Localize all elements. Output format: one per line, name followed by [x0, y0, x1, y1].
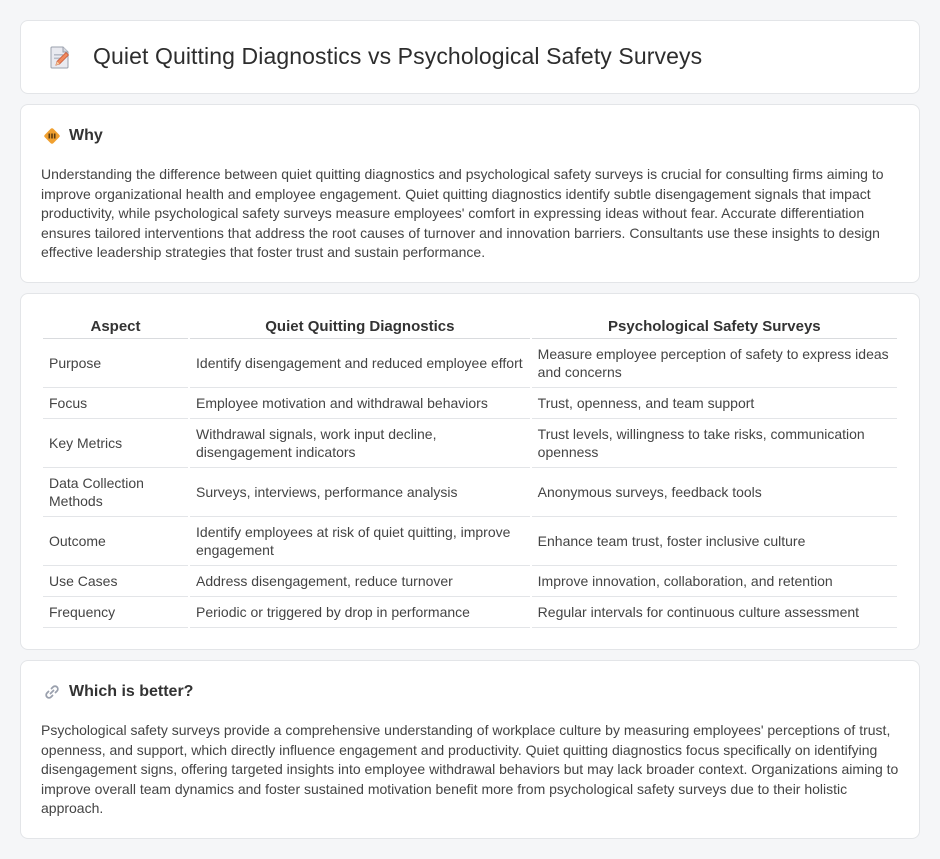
table-row: [43, 517, 897, 566]
table-row: [43, 419, 897, 468]
cell-quiet-quitting: Periodic or triggered by drop in performance: [190, 597, 530, 628]
page-title: Quiet Quitting Diagnostics vs Psychological Safety Surveys: [93, 43, 703, 69]
cell-quiet-quitting: Employee motivation and withdrawal behaviors: [190, 388, 530, 419]
title-card: [20, 20, 920, 94]
cell-psych-safety: Improve innovation, collaboration, and retention: [532, 566, 897, 597]
link-icon: [43, 683, 61, 701]
title-row: [47, 43, 702, 70]
comparison-table: [41, 316, 899, 628]
cell-psych-safety: Trust, openness, and team support: [532, 388, 897, 419]
which-is-better-section: [20, 660, 920, 839]
why-section: [20, 104, 920, 283]
cell-aspect: Use Cases: [43, 566, 188, 597]
cell-psych-safety: Enhance team trust, foster inclusive culture: [532, 517, 897, 566]
why-heading: Why: [69, 127, 103, 144]
comparison-section: [20, 293, 920, 650]
cell-quiet-quitting: Identify disengagement and reduced employee effort: [190, 339, 530, 388]
why-text: Understanding the difference between quiet quitting diagnostics and psychological safety surveys is crucial for consulting firms aiming to improve organizational health and employee engagement. Quiet quitting diagnostics identify subtle disengagement signals that impact productivity, while psychological safety surveys measure employees' comfort in expressing ideas without fear. Accurate differentiation ensures tailored interventions that address the root causes of turnover and innovation barriers. Consultants use these insights to design effective leadership strategies that foster trust and sustain performance.: [41, 166, 884, 261]
table-header-row: [43, 316, 897, 339]
table-row: [43, 566, 897, 597]
cell-aspect: Frequency: [43, 597, 188, 628]
cell-quiet-quitting: Surveys, interviews, performance analysis: [190, 468, 530, 517]
table-row: [43, 597, 897, 628]
table-row: [43, 388, 897, 419]
header-quiet-quitting: Quiet Quitting Diagnostics: [190, 316, 530, 339]
cell-aspect: Key Metrics: [43, 419, 188, 468]
better-text: Psychological safety surveys provide a comprehensive understanding of workplace culture by measuring employees' perceptions of trust, openness, and support, which directly influence engagement and productivity. Quiet quitting diagnostics focus specifically on identifying disengagement signs, offering targeted insights into employee withdrawal behaviors but may lack broader context. Organizations aiming to improve overall team dynamics and foster sustained motivation benefit more from psychological safety surveys due to their holistic approach.: [41, 722, 899, 817]
header-psych-safety: Psychological Safety Surveys: [532, 316, 897, 339]
better-heading: Which is better?: [69, 683, 194, 700]
why-header: [43, 127, 103, 145]
cell-psych-safety: Measure employee perception of safety to express ideas and concerns: [532, 339, 897, 388]
better-header: [43, 683, 193, 701]
cell-quiet-quitting: Address disengagement, reduce turnover: [190, 566, 530, 597]
cell-aspect: Focus: [43, 388, 188, 419]
cell-psych-safety: Anonymous surveys, feedback tools: [532, 468, 897, 517]
cell-psych-safety: Regular intervals for continuous culture assessment: [532, 597, 897, 628]
cell-aspect: Purpose: [43, 339, 188, 388]
header-aspect: Aspect: [43, 316, 188, 339]
table-row: [43, 339, 897, 388]
cell-quiet-quitting: Withdrawal signals, work input decline, disengagement indicators: [190, 419, 530, 468]
table-row: [43, 468, 897, 517]
cell-quiet-quitting: Identify employees at risk of quiet quitting, improve engagement: [190, 517, 530, 566]
cell-aspect: Outcome: [43, 517, 188, 566]
cell-aspect: Data Collection Methods: [43, 468, 188, 517]
document-edit-icon: [47, 44, 73, 70]
diamond-sign-icon: [43, 127, 61, 145]
cell-psych-safety: Trust levels, willingness to take risks, communication openness: [532, 419, 897, 468]
